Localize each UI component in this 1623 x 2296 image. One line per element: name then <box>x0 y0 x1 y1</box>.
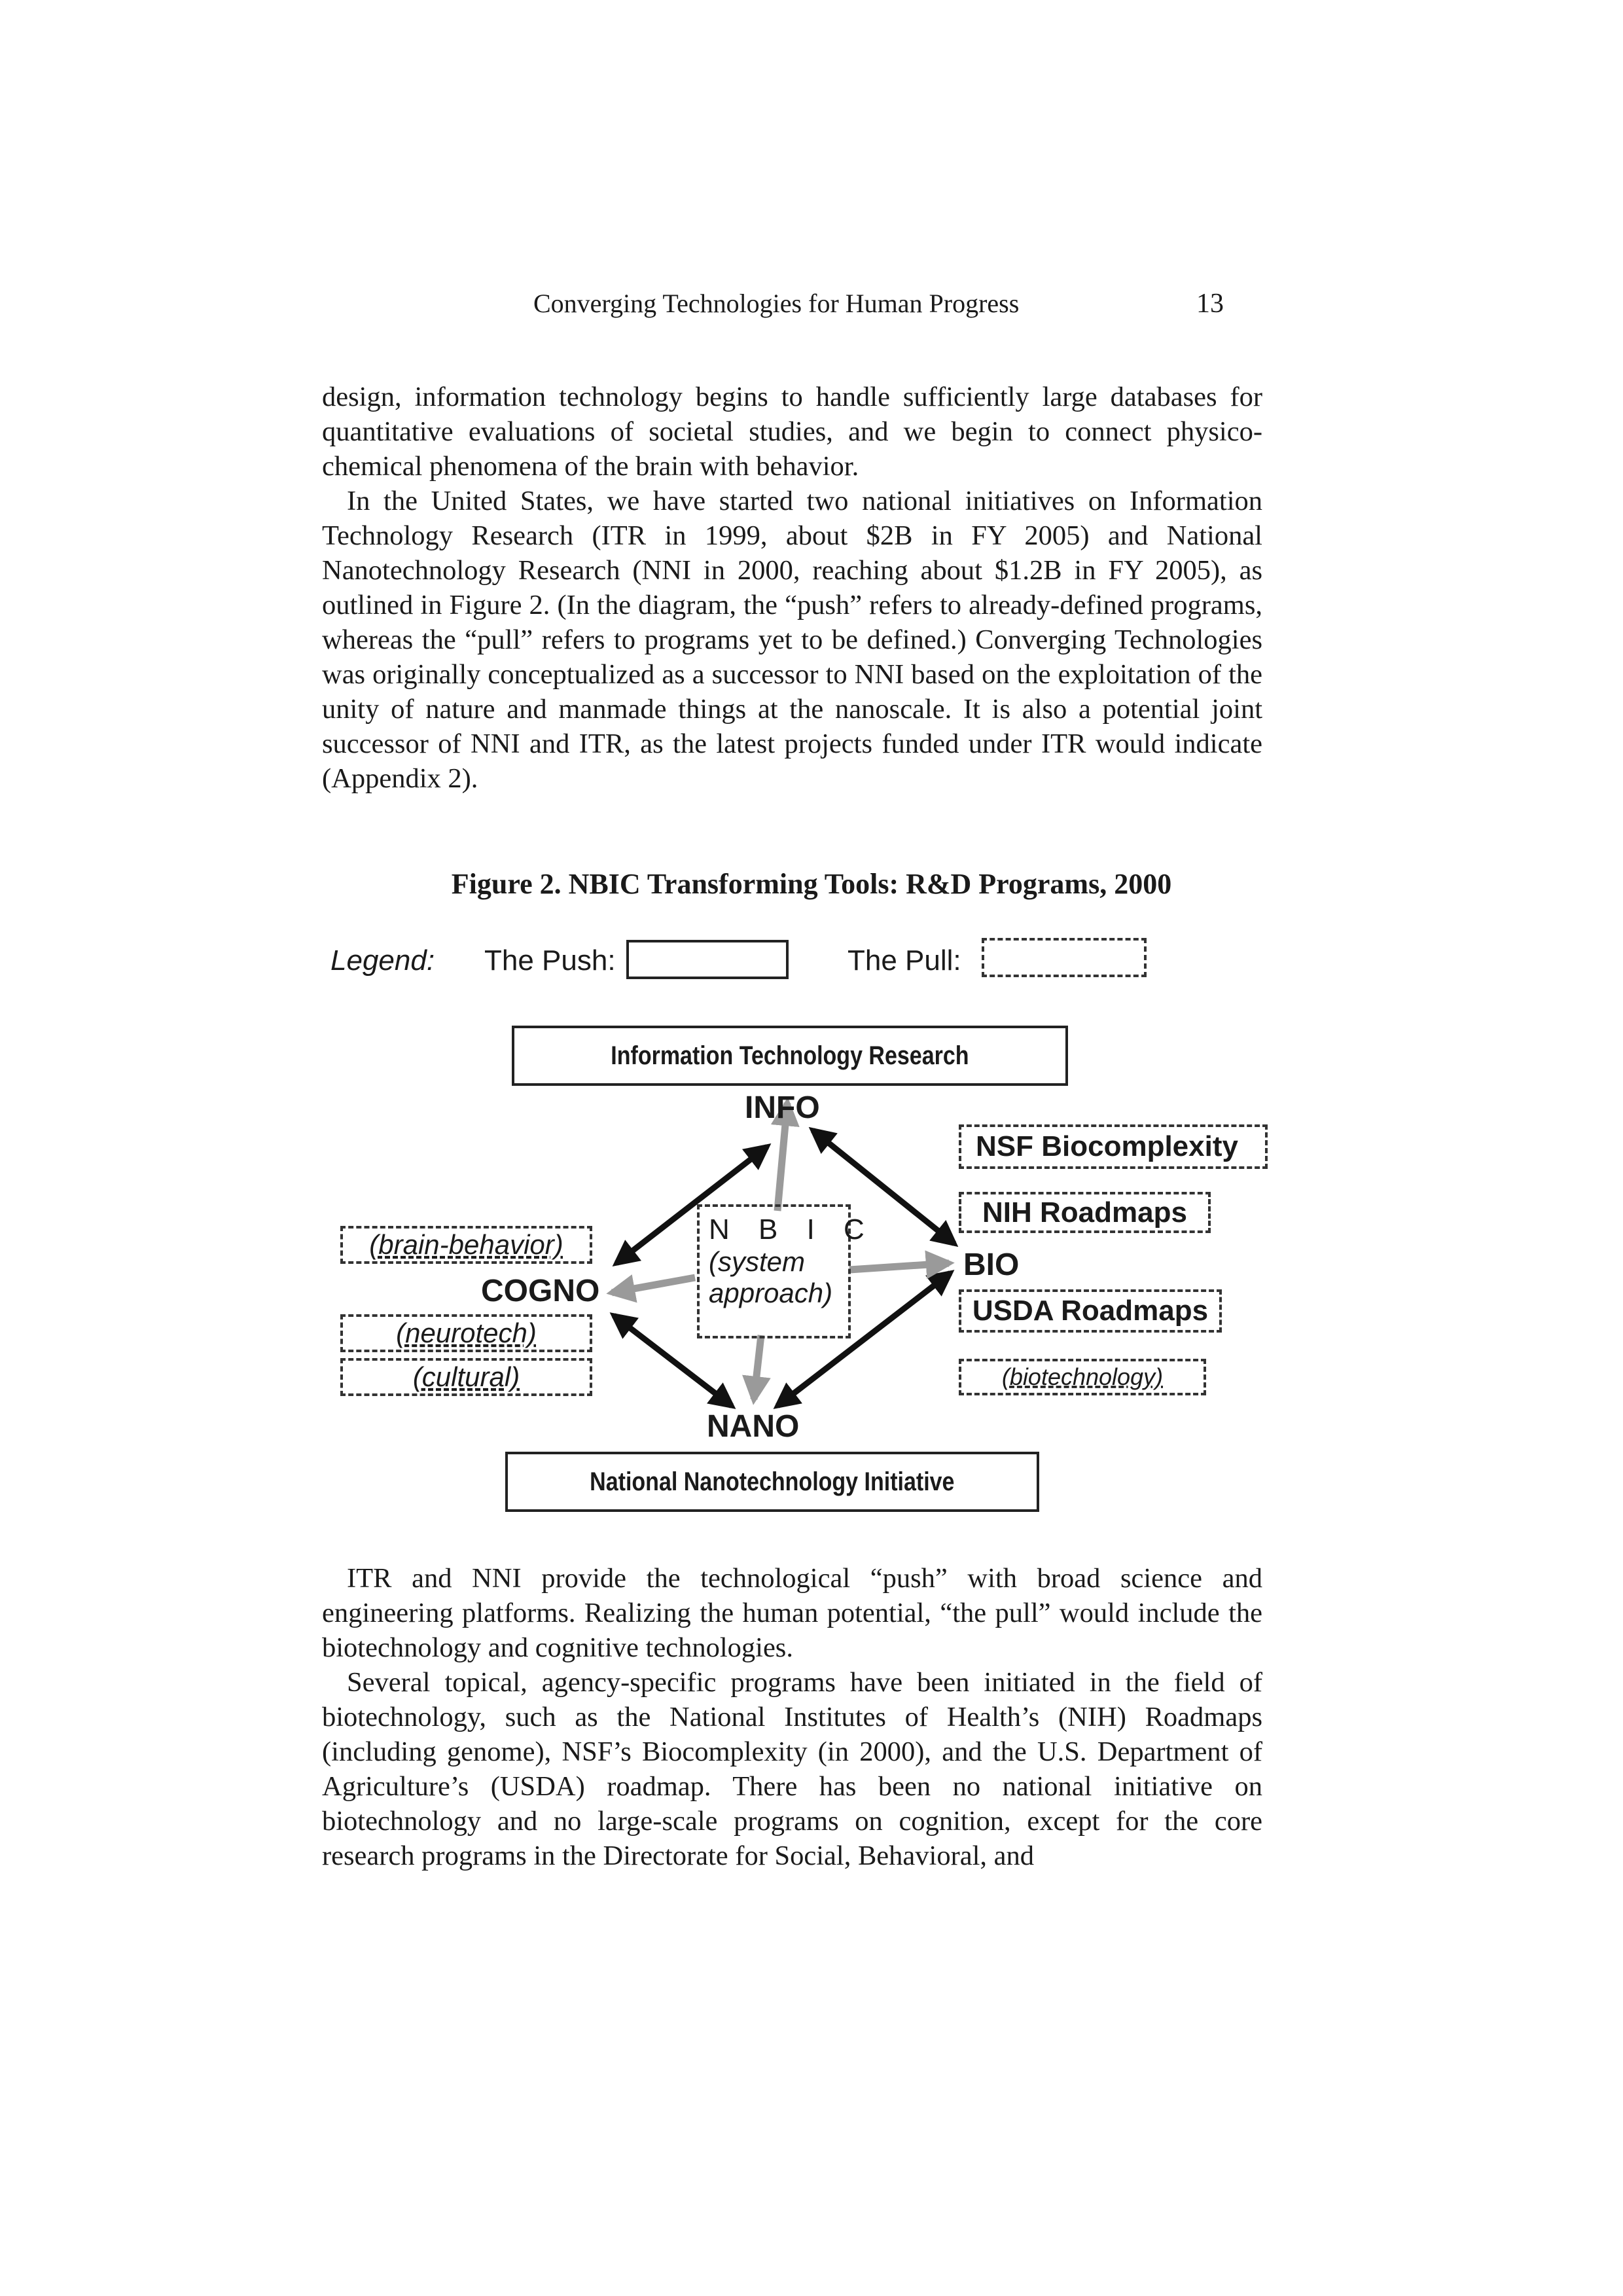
node-bio: BIO <box>963 1247 1020 1282</box>
legend-push-label: The Push: <box>484 944 616 977</box>
itr-label: Information Technology Research <box>611 1041 969 1070</box>
nbic-label: N B I C <box>709 1213 875 1246</box>
nni-label: National Nanotechnology Initiative <box>590 1467 955 1496</box>
arrow-nbic-bio <box>849 1263 949 1270</box>
usda-label: USDA Roadmaps <box>972 1295 1209 1327</box>
cultural-label: (cultural) <box>412 1361 520 1392</box>
nsf-label: NSF Biocomplexity <box>976 1130 1238 1162</box>
nbic-system-label: (system <box>709 1246 805 1277</box>
pull-box-usda <box>959 1289 1222 1333</box>
pull-box-brain-behavior <box>340 1226 592 1264</box>
figure-caption: Figure 2. NBIC Transforming Tools: R&D Programs, 2000 <box>451 868 1172 900</box>
node-info: INFO <box>745 1090 820 1125</box>
paragraph: In the United States, we have started two national initiatives on Information Technology Research (ITR in 1999, about $2B in FY 2005) and National Nanotechnology Research (NNI in 2000, reaching about $1.2B in FY 2005), as outlined in Figure 2. (In the diagram, the “push” refers to already-defined programs, whereas the “pull” refers to programs yet to be defined.) Converging Technologies was originally conceptualized as a successor to NNI based on the exploitation of the unity of nature and manmade things at the nanoscale. It is also a potential joint successor of NNI and ITR, as the latest projects funded under ITR would indicate (Appendix 2). <box>322 486 1262 794</box>
paragraph: ITR and NNI provide the technological “push” with broad science and engineering platforms. Realizing the human potential, “the pull” would include the biotechnology and cognitive technologies. <box>322 1563 1262 1663</box>
running-title: Converging Technologies for Human Progress <box>533 289 1020 318</box>
nbic-center-box <box>697 1204 875 1338</box>
paragraph: design, information technology begins to handle sufficiently large databases for quantitative evaluations of societal studies, and we begin to connect physico-chemical phenomena of the brain with behavior. <box>322 382 1262 482</box>
pull-box-biotech <box>959 1359 1206 1395</box>
pull-box-nsf <box>959 1124 1268 1169</box>
pull-box-nih <box>959 1192 1211 1233</box>
nbic-approach-label: approach) <box>709 1278 833 1308</box>
page-number: 13 <box>1196 289 1224 319</box>
legend-label: Legend: <box>330 944 435 977</box>
neurotech-label: (neurotech) <box>396 1318 537 1348</box>
node-cogno: COGNO <box>481 1274 600 1308</box>
arrow-nbic-cogno <box>612 1278 695 1293</box>
pull-box-neurotech <box>340 1314 592 1352</box>
arrow-nbic-nano <box>754 1335 761 1399</box>
legend-pull-label: The Pull: <box>847 944 961 977</box>
pull-box-cultural <box>340 1358 592 1396</box>
nih-label: NIH Roadmaps <box>982 1196 1187 1229</box>
biotech-label: (biotechnology) <box>1001 1363 1164 1390</box>
brain-behavior-label: (brain-behavior) <box>369 1229 563 1260</box>
body-text-bottom <box>322 1561 1262 1873</box>
paragraph: Several topical, agency-specific programs have been initiated in the field of biotechnology, such as the National Institutes of Health’s (NIH) Roadmaps (including genome), NSF’s Biocomplexity (in 2000), and the U.S. Department of Agriculture’s (USDA) roadmap. There has been no national initiative on biotechnology and no large-scale programs on cognition, except for the core research programs in the Directorate for Social, Behavioral, and <box>322 1667 1262 1871</box>
node-nano: NANO <box>707 1409 800 1444</box>
